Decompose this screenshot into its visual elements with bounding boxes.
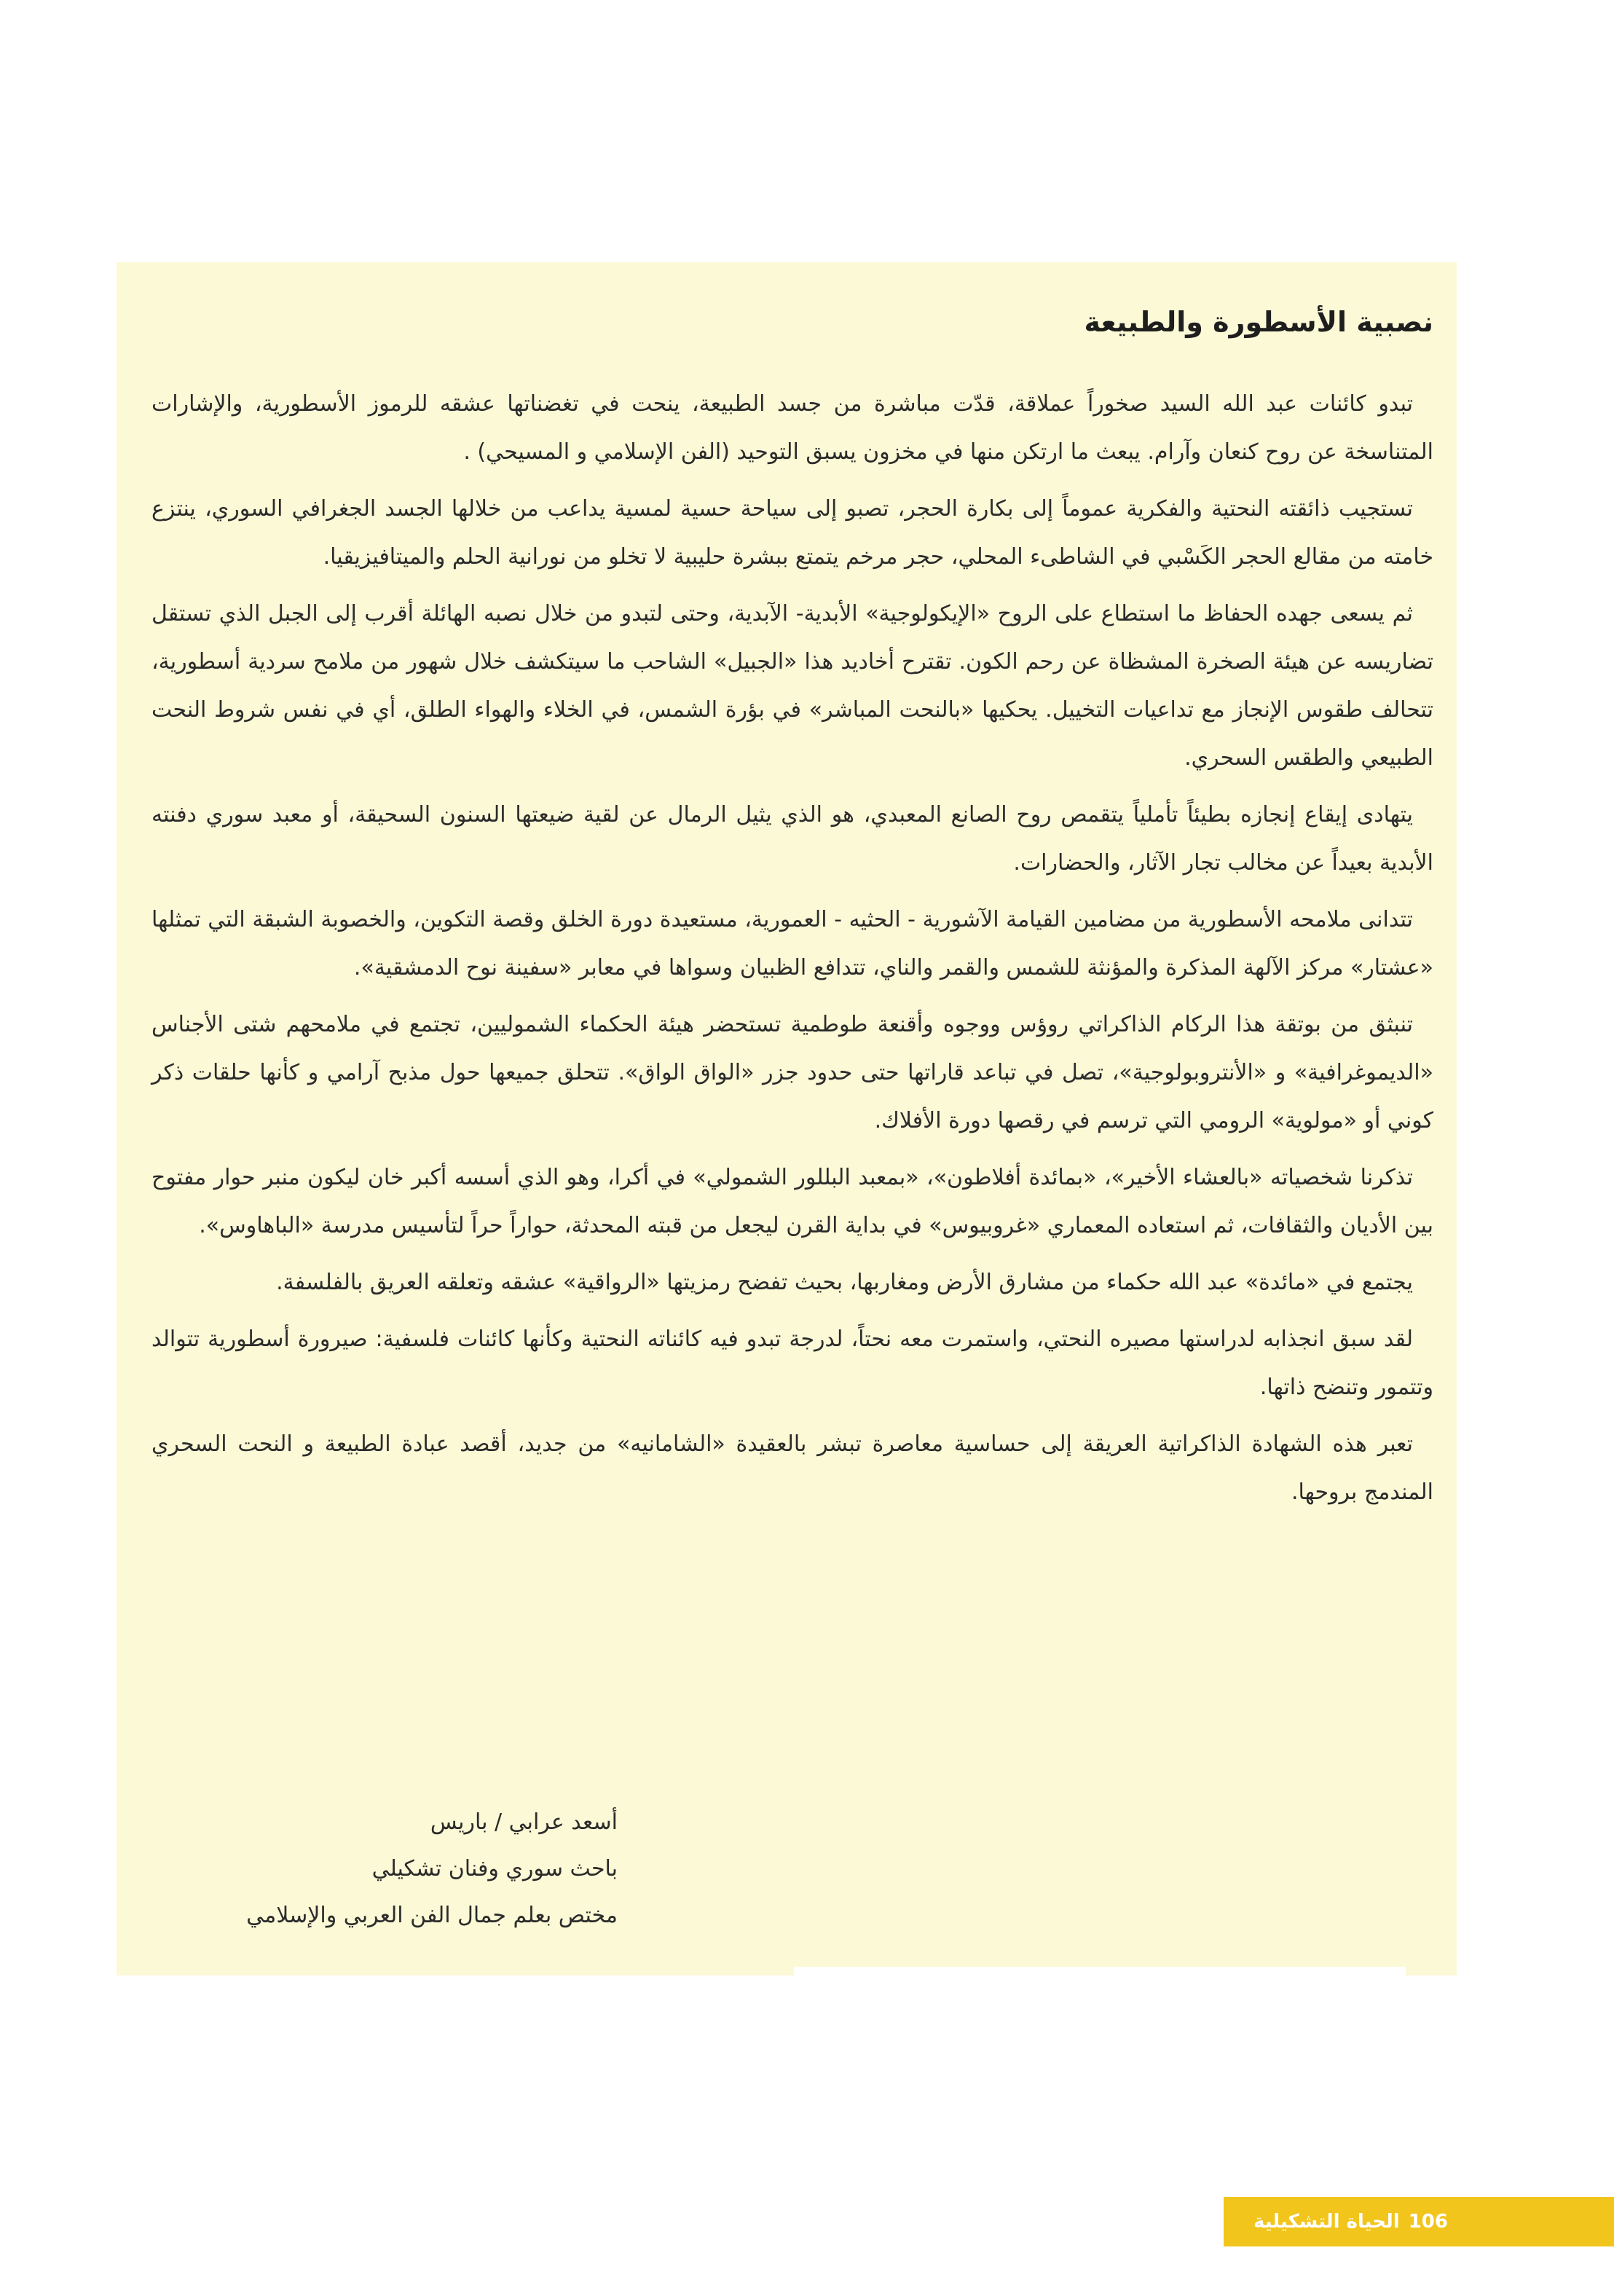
article-paragraph-6: تنبثق من بوتقة هذا الركام الذاكراتي روؤس ووجوه وأقنعة طوطمية تستحضر هيئة الحكماء الشموليين، تجتمع في ملامحهم شتى الأجناس «الديموغرافية» و «الأنتروبولوجية»، تصل في تباعد قاراتها حتى حدود جزر «الواق الواق». تتحلق جميعها حول مذبح آرامي و كأنها حلقات ذكر كوني أو «مولوية» الرومي التي ترسم في رقصها دورة الأفلاك. [151,1012,1433,1133]
article [151,306,1433,1525]
article-paragraph-10: تعبر هذه الشهادة الذاكراتية العريقة إلى حساسية معاصرة تبشر بالعقيدة «الشامانيه» من جديد، أقصد عبادة الطبيعة و النحت السحري المندمج بروحها. [151,1431,1433,1505]
article-paragraph-3: ثم يسعى جهده الحفاظ ما استطاع على الروح «الإيكولوجية» الأبدية- الآبدية، وحتى لتبدو من خلال نصبه الهائلة أقرب إلى الجبل الذي تستقل تضاريسه عن هيئة الصخرة المشظاة عن رحم الكون. تقترح أخاديد هذا «الجبيل» الشاحب ما سيتكشف خلال شهور من ملامح سردية أسطورية، تتحالف طقوس الإنجاز مع تداعيات التخييل. يحكيها «بالنحت المباشر» في بؤرة الشمس، في الخلاء والهواء الطلق، أي في نفس شروط النحت الطبيعي والطقس السحري. [151,601,1433,771]
article-paragraph-5: تتدانى ملامحه الأسطورية من مضامين القيامة الآشورية - الحثيه - العمورية، مستعيدة دورة الخلق وقصة التكوين، والخصوبة الشبقة التي تمثلها «عشتار» مركز الآلهة المذكرة والمؤنثة للشمس والقمر والناي، تتدافع الظبيان وسواها في معابر «سفينة نوح الدمشقية». [151,907,1433,980]
article-paragraph-9: لقد سبق انجذابه لدراستها مصيره النحتي، واستمرت معه نحتاً، لدرجة تبدو فيه كائناته النحتية وكأنها كائنات فلسفية: صيرورة أسطورية تتوالد وتتمور وتنضح ذاتها. [151,1326,1433,1400]
page-footer [1224,2197,1614,2246]
page-number: 106 [1408,2211,1448,2233]
author-name: أسعد عرابي / باريس [430,1809,618,1835]
article-paragraph-1: تبدو كائنات عبد الله السيد صخوراً عملاقة، قدّت مباشرة من جسد الطبيعة، ينحت في تغضناتها عشقه للرموز الأسطورية، والإشارات المتناسخة عن روح كنعان وآرام. يبعث ما ارتكن منها في مخزون يسبق التوحيد (الفن الإسلامي و المسيحي) . [151,391,1433,465]
magazine-name: الحياة التشكيلية [1253,2211,1400,2233]
article-paragraph-4: يتهادى إيقاع إنجازه بطيئاً تأملياً يتقمص روح الصانع المعبدي، هو الذي يثيل الرمال عن لقية ضيعتها السنون السحيقة، أو معبد سوري دفنته الأبدية بعيداً عن مخالب تجار الآثار، والحضارات. [151,802,1433,876]
article-paragraph-8: يجتمع في «مائدة» عبد الله حكماء من مشارق الأرض ومغاربها، بحيث تفضح رمزيتها «الرواقية» عشقه وتعلقه العريق بالفلسفة. [276,1270,1413,1295]
article-paragraph-7: تذكرنا شخصياته «بالعشاء الأخير»، «بمائدة أفلاطون»، «بمعبد البللور الشمولي» في أكرا، وهو الذي أسسه أكبر خان ليكون منبر حوار مفتوح بين الأديان والثقافات، ثم استعاده المعماري «غروبيوس» في بداية القرن ليجعل من قبته المحدثة، حواراً حراً لتأسيس مدرسة «الباهاوس». [151,1165,1433,1238]
article-paragraph-2: تستجيب ذائقته النحتية والفكرية عموماً إلى بكارة الحجر، تصبو إلى سياحة حسية لمسية يداعب من خلالها الجسد الجغرافي السوري، ينتزع خامته من مقالع الحجر الكَسْبي في الشاطىء المحلي، حجر مرخم يتمتع ببشرة حليبية لا تخلو من نورانية الحلم والميتافيزيقيا. [151,496,1433,570]
author-role: باحث سوري وفنان تشكيلي [371,1856,618,1882]
author-specialty: مختص بعلم جمال الفن العربي والإسلامي [246,1903,618,1928]
article-title: نصبية الأسطورة والطبيعة [1084,306,1433,338]
panel-cutout [794,1967,1406,2069]
author-signature [151,1799,618,1939]
